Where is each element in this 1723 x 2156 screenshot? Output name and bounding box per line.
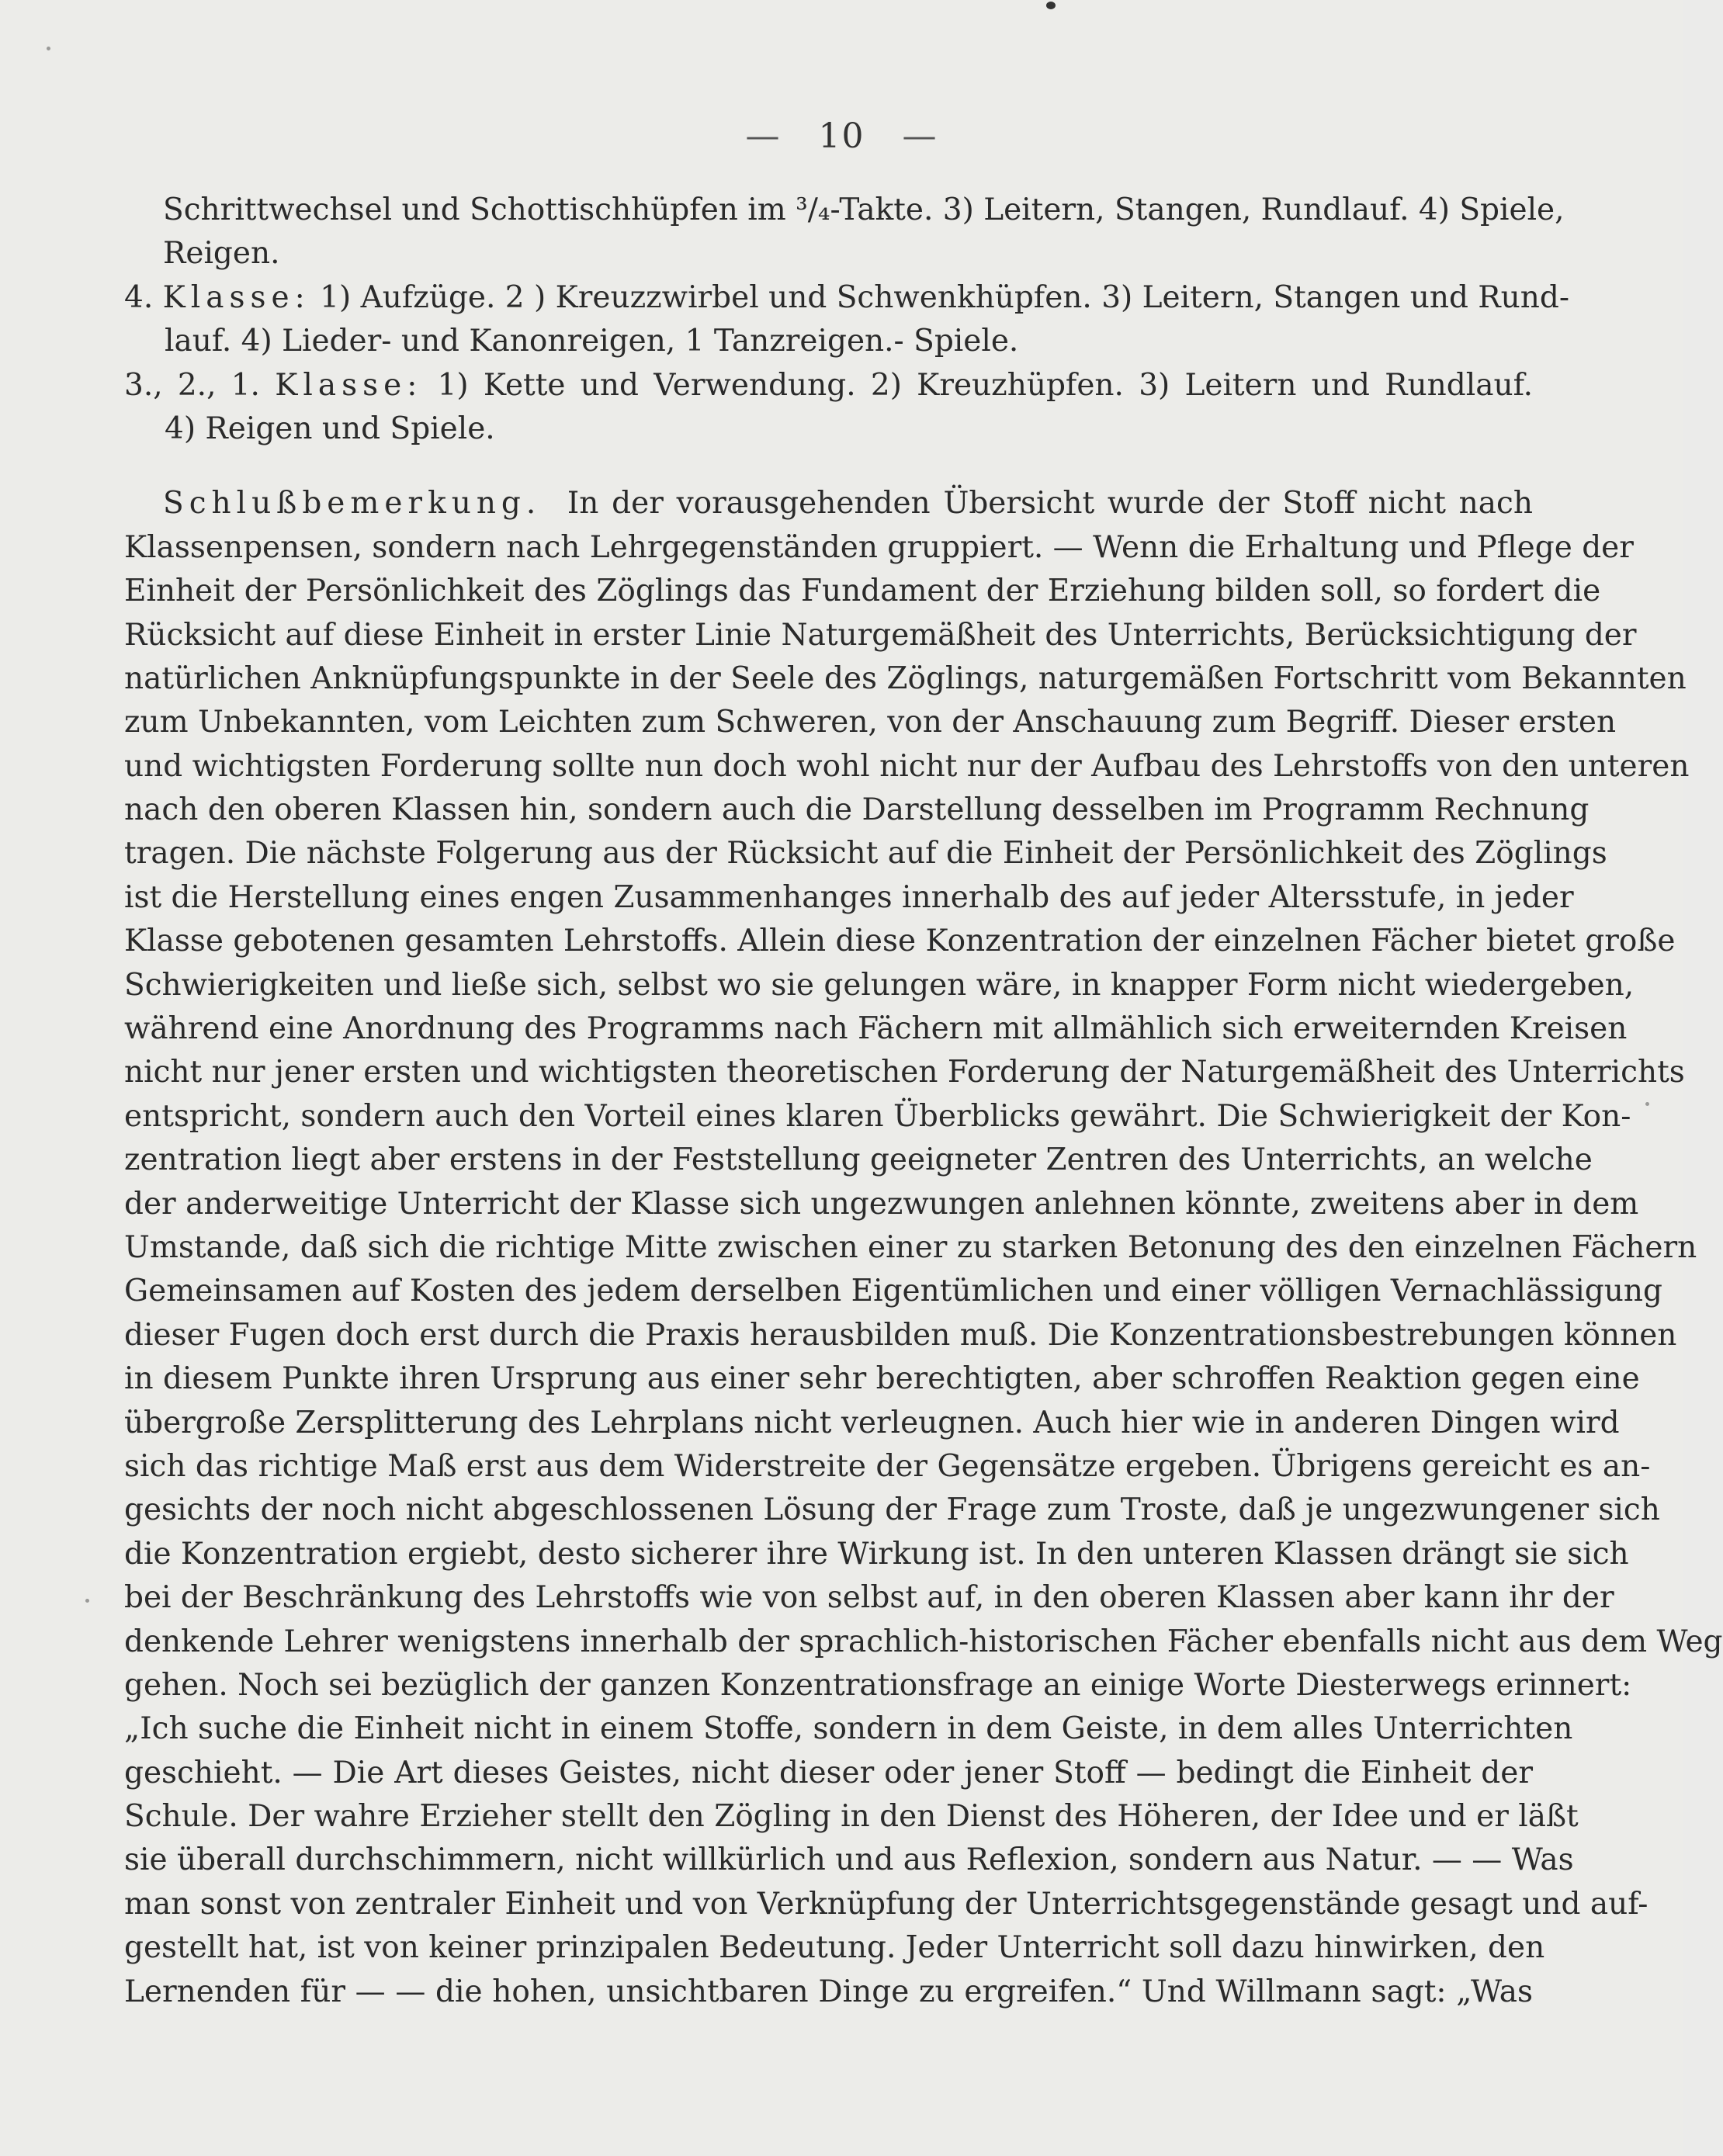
klasse-label: Klasse: [162,279,310,315]
text-line: Umstande, daß sich die richtige Mitte zwischen einer zu starken Betonung des den einzelnen Fächern [124,1229,1697,1265]
text-line: Klassenpensen, sondern nach Lehrgegenständen gruppiert. — Wenn die Erhaltung und Pflege der [124,529,1634,565]
text-line: In der vorausgehenden Übersicht wurde der Stoff nicht nach [567,486,1533,522]
text-line: Schule. Der wahre Erzieher stellt den Zögling in den Dienst des Höheren, der Idee und er läßt [124,1799,1579,1835]
text-line: Klasse gebotenen gesamten Lehrstoffs. Allein diese Konzentration der einzelnen Fächer bietet große [124,924,1676,959]
program-line: 4) Reigen und Spiele. [165,411,495,446]
text-line: entspricht, sondern auch den Vorteil eines klaren Überblicks gewährt. Die Schwierigkeit der Kon- [124,1098,1631,1134]
text-line: natürlichen Anknüpfungspunkte in der Seele des Zöglings, naturgemäßen Fortschritt vom Bekannten [124,660,1687,696]
page-number-dash-right: — [902,116,938,156]
text-line: man sonst von zentraler Einheit und von Verknüpfung der Unterrichtsgegenstände gesagt und auf- [124,1886,1648,1922]
paper-speck [85,1599,89,1603]
ink-spot [1046,2,1056,9]
text-line: bei der Beschränkung des Lehrstoffs wie von selbst auf, in den oberen Klassen aber kann ihr der [124,1580,1614,1616]
text-line: Gemeinsamen auf Kosten des jedem derselben Eigentümlichen und einer völligen Vernachlässigung [124,1274,1662,1309]
text-line: gestellt hat, ist von keiner prinzipalen Bedeutung. Jeder Unterricht soll dazu hinwirken, den [124,1930,1545,1966]
schluss-first-line [124,482,1533,525]
klasse-label: Klasse: [275,367,423,403]
page-number [0,116,1683,156]
text-line: geschieht. — Die Art dieses Geistes, nicht dieser oder jener Stoff — bedingt die Einheit der [124,1755,1533,1790]
text-line: denkende Lehrer wenigstens innerhalb der sprachlich-historischen Fächer ebenfalls nicht aus dem Weg [124,1624,1723,1659]
program-line-klasse-4 [124,276,1570,320]
schluss-section [124,482,1723,2014]
text-line: gesichts der noch nicht abgeschlossenen Lösung der Frage zum Troste, daß je ungezwungener sich [124,1492,1660,1528]
schluss-heading: Schlußbemerkung. [163,486,542,522]
text-line: die Konzentration ergiebt, desto sicherer ihre Wirkung ist. In den unteren Klassen drängt sie sich [124,1536,1629,1572]
text-line: „Ich suche die Einheit nicht in einem Stoffe, sondern in dem Geiste, in dem alles Unterrichten [124,1711,1573,1747]
klasse-content: 1) Aufzüge. 2 ) Kreuzzwirbel und Schwenkhüpfen. 3) Leitern, Stangen und Rund- [320,279,1570,315]
klasse-content: 1) Kette und Verwendung. 2) Kreuzhüpfen. 3) Leitern und Rundlauf. [437,367,1534,403]
program-line: lauf. 4) Lieder- und Kanonreigen, 1 Tanzreigen.- Spiele. [165,324,1019,359]
page-number-dash-left: — [745,116,782,156]
paper-speck [1645,1102,1649,1106]
text-line: zentration liegt aber erstens in der Feststellung geeigneter Zentren des Unterrichts, an welche [124,1142,1593,1178]
program-line-klasse-3-2-1 [124,364,1533,407]
text-line: Rücksicht auf diese Einheit in erster Linie Naturgemäßheit des Unterrichts, Berücksichtigung der [124,617,1637,653]
body-text [124,189,1723,2014]
text-line: in diesem Punkte ihren Ursprung aus einer sehr berechtigten, aber schroffen Reaktion gegen eine [124,1361,1640,1397]
text-line: und wichtigsten Forderung sollte nun doch wohl nicht nur der Aufbau des Lehrstoffs von den unteren [124,748,1690,784]
paper-speck [47,47,50,50]
text-line: nicht nur jener ersten und wichtigsten theoretischen Forderung der Naturgemäßheit des Unterrichts [124,1055,1685,1090]
program-line: Schrittwechsel und Schottischhüpfen im ³/₄-Takte. 3) Leitern, Stangen, Rundlauf. 4) Spiele, [163,192,1565,227]
program-section [124,189,1570,451]
paragraph-gap [124,451,1533,482]
text-line: nach den oberen Klassen hin, sondern auch die Darstellung desselben im Programm Rechnung [124,792,1590,828]
text-line: Lernenden für — — die hohen, unsichtbaren Dinge zu ergreifen.“ Und Willmann sagt: „Was [124,1974,1533,2009]
text-line: Einheit der Persönlichkeit des Zöglings das Fundament der Erziehung bilden soll, so fordert die [124,574,1601,609]
text-line: zum Unbekannten, vom Leichten zum Schweren, von der Anschauung zum Begriff. Dieser ersten [124,705,1617,740]
text-line: tragen. Die nächste Folgerung aus der Rücksicht auf die Einheit der Persönlichkeit des Zöglings [124,836,1607,872]
page-number-value: 10 [818,116,865,156]
text-line: gehen. Noch sei bezüglich der ganzen Konzentrationsfrage an einige Worte Diesterwegs erinnert: [124,1667,1632,1703]
klasse-number: 3., 2., 1. [124,367,260,403]
text-line: sich das richtige Maß erst aus dem Widerstreite der Gegensätze ergeben. Übrigens gereicht es an- [124,1448,1651,1484]
text-line: sie überall durchschimmern, nicht willkürlich und aus Reflexion, sondern aus Natur. — — Was [124,1842,1574,1878]
text-line: dieser Fugen doch erst durch die Praxis herausbilden muß. Die Konzentrationsbestrebungen können [124,1317,1677,1353]
klasse-number: 4. [124,279,154,315]
text-line: Schwierigkeiten und ließe sich, selbst wo sie gelungen wäre, in knapper Form nicht wiedergeben, [124,967,1635,1003]
text-line: der anderweitige Unterricht der Klasse sich ungezwungen anlehnen könnte, zweitens aber in dem [124,1186,1639,1222]
text-line: ist die Herstellung eines engen Zusammenhanges innerhalb des auf jeder Altersstufe, in jeder [124,879,1574,915]
text-line: übergroße Zersplitterung des Lehrplans nicht verleugnen. Auch hier wie in anderen Dingen wird [124,1405,1620,1440]
program-line: Reigen. [163,236,280,272]
text-line: während eine Anordnung des Programms nach Fächern mit allmählich sich erweiternden Kreisen [124,1011,1628,1047]
